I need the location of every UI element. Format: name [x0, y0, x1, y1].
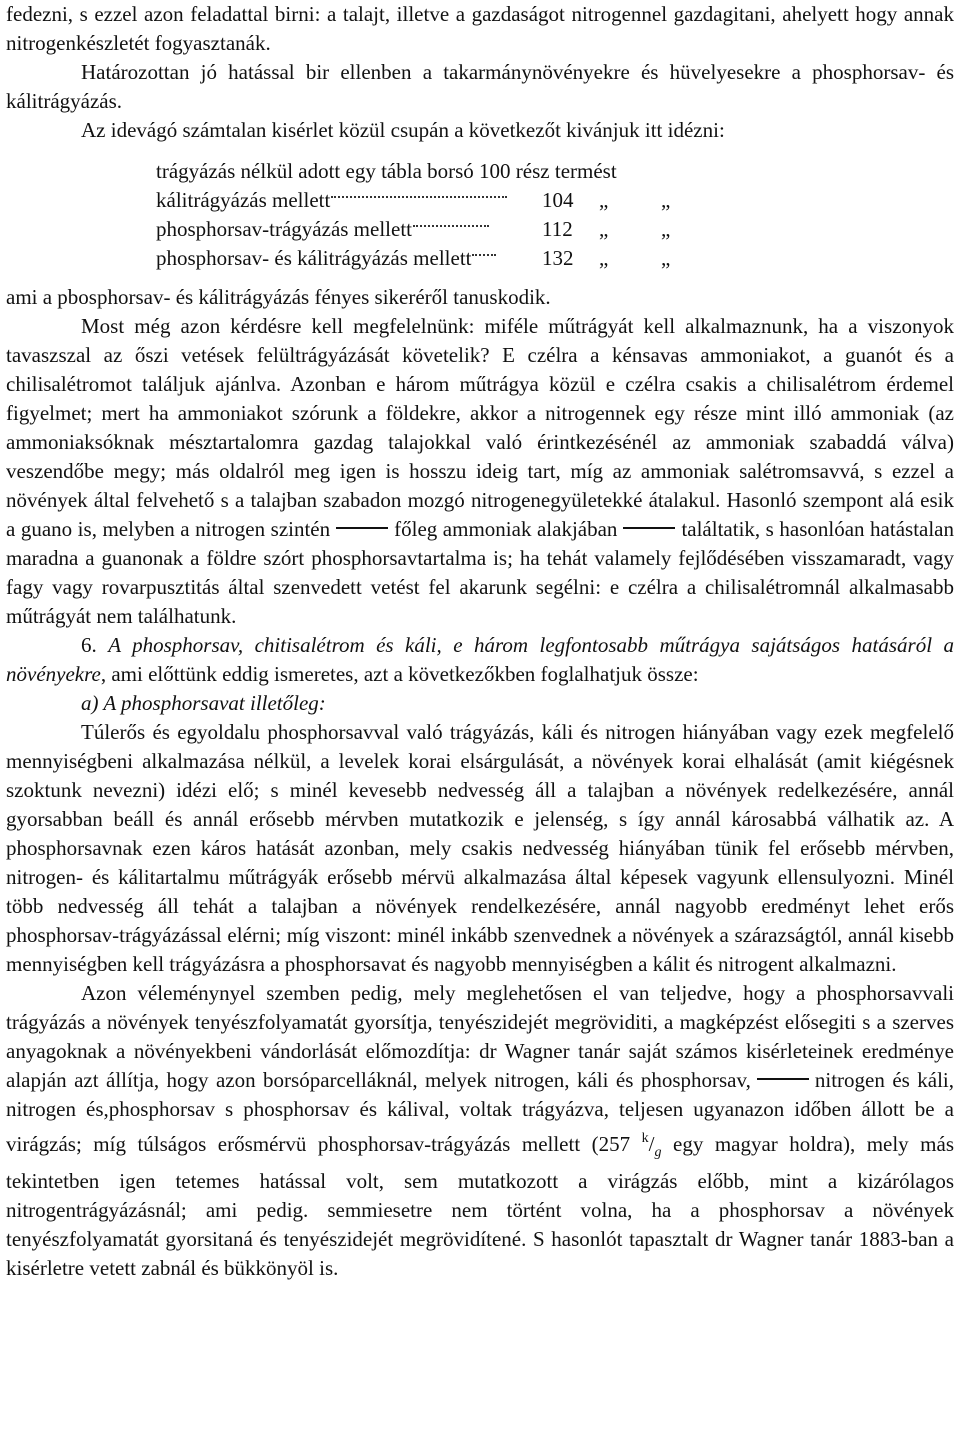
paragraph-tuleros: Túlerős és egyoldalu phosphorsavval való trágyázás, káli és nitrogen hiányában vagy ezek megfelelő mennyiségbeni alkalmazása nélkül, a levelek korai elsárgulását, a növények korai elhalását (amit kiégésnek szoktunk nevezni) idézi elő; s minél kevesebb nedvesség áll a talajban a növények redelkezésére, annál gyorsabban beáll és annál erősebb mérvben mutatkozik e jelenség, s így annál károsabbá válhatik az. A phosphorsavnak ezen káros hatását azonban, mely csakis nedvesség hiányában tünik fel erősebb mérvben, nitrogen- és kálitartalmu műtrágyák erősebb mérvü alkalmazása által képesek vagyunk ellensulyozni. Minél több nedvesség áll tehát a talajban a növények rendelkezésére, annál nagyobb eredményt lehet erős phosphorsav-trágyázással elérni; míg viszont: minél inkább szenvednek a növények a szárazságtól, annál kisebb mennyiségben kell trágyázásra a phosphorsavat és nagyobb mennyiségben a kálit és nitrogent alkalmazni.	[6, 720, 954, 976]
yield-row-kali	[156, 186, 954, 215]
yield-value: 104	[542, 188, 574, 212]
yield-row-label: phosphorsav-trágyázás mellett	[156, 217, 412, 241]
paragraph-most	[6, 312, 954, 631]
section-6-rest: , ami előttünk eddig ismeretes, azt a következőkben foglalhatjuk össze:	[100, 662, 699, 686]
em-dash	[623, 527, 675, 529]
paragraph-most-mid: főleg ammoniak alakjában	[394, 517, 618, 541]
paragraph-idevago: Az idevágó számtalan kisérlet közül csupán a következőt kivánjuk itt idézni:	[81, 118, 725, 142]
paragraph-azon-part2: nitrogen és káli, nitrogen és,phosphorsav s phosphorsav és kálival, voltak trágyázva, teljesen ugyanazon időben állott be a virágzás; míg túlságos erősmérvü phosphorsav-trágyázás mellett (257	[6, 1068, 955, 1156]
em-dash	[757, 1078, 809, 1080]
paragraph-most-text: Most még azon kérdésre kell megfelelnünk: miféle műtrágyát kell alkalmaznunk, ha a viszonyok tavaszszal az őszi vetések felültrágyázását követelik? E czélra a kénsavas ammoniakot, a guanót és a chilisalétromot találjuk ajánlva. Azonban e három műtrágya közül e czélra csakis a chilisalétrom érdemel figyelmet; mert ha ammoniakot szórunk a földekre, akkor a nitrogennek egy része mint illó ammoniak (az ammoniaksóknak mésztartalomra gazdag talajokkal való érintkezésénél az ammoniak szabaddá válva) veszendőbe megy; más oldalról meg igen is hosszu ideig tart, míg az ammoniak salétromsavvá, s ezzel a növények által felvehető s a talajban szabadon mozgó nitrogenegyületekké átalakul. Hasonló szempont alá esik a guano is, melyben a nitrogen szintén	[6, 314, 954, 541]
yield-row-label: kálitrágyázás mellett	[156, 188, 331, 212]
paragraph-intro: fedezni, s ezzel azon feladattal birni: a talajt, illetve a gazdaságot nitrogennel gazdagitani, ahelyett hogy annak nitrogenkészletét fogyasztanák.	[6, 2, 954, 55]
em-dash	[336, 527, 388, 529]
dot-leader	[472, 253, 496, 256]
ditto-mark: „	[661, 217, 671, 241]
yield-row-phosphorsav	[156, 215, 954, 244]
subsection-title: a) A phosphorsavat illetőleg:	[81, 691, 326, 715]
paragraph-azon-part1: Azon véleménynyel szemben pedig, mely meglehetősen el van teljedve, hogy a phosphorsavvali trágyázás a növények tenyészfolyamatát gyorsítja, tenyészidejét megröviditi, a magképzést elősegiti s a szerves anyagoknak a növényekbeni vándorlását előmozdítja: dr Wagner tanár saját számos kisérleteinek eredménye alapján azt állítja, hogy azon borsóparcelláknál, melyek nitrogen, káli és phosphorsav,	[6, 981, 954, 1092]
paragraph-azon	[6, 979, 954, 1283]
paragraph-most-end: találtatik, s hasonlóan hatástalan maradna a guanonak a földre szórt phosphorsavtartalma is; ha tehát valamely fejlődésében visszamaradt, vagy fagy vagy rovarpusztitás által szenvedett vetést fel akarunk segélni: e czélra a chilisalétromnál alkalmasabb műtrágyát nem találhatunk.	[6, 517, 955, 628]
ditto-mark: „	[661, 246, 671, 270]
dot-leader	[413, 224, 489, 227]
document-page	[6, 0, 954, 1283]
yield-row-label: phosphorsav- és kálitrágyázás mellett	[156, 246, 472, 270]
paragraph-section-6	[6, 631, 954, 689]
paragraph-hatarozottan: Határozottan jó hatással bir ellenben a takarmánynövényekre és hüvelyesekre a phosphorsav- és kálitrágyázás.	[6, 60, 954, 113]
yield-table	[156, 157, 954, 273]
fraction-denominator: g	[654, 1145, 662, 1160]
section-number: 6.	[81, 633, 97, 657]
ditto-mark: „	[599, 188, 609, 212]
section-title: A phosphorsav, chitisalétrom és káli, e három legfontosabb műtrágya sajátságos hatásáról a növényekre	[6, 633, 954, 686]
ditto-mark: „	[599, 217, 609, 241]
ditto-mark: „	[599, 246, 609, 270]
ditto-mark: „	[661, 188, 671, 212]
yield-row-both	[156, 244, 954, 273]
fraction-numerator: k	[641, 1131, 649, 1146]
yield-value: 112	[542, 217, 573, 241]
fraction-separator: /	[648, 1132, 655, 1156]
paragraph-ami: ami a pbosphorsav- és kálitrágyázás fényes sikeréről tanuskodik.	[6, 285, 551, 309]
dot-leader	[331, 195, 507, 198]
yield-row-label: trágyázás nélkül adott egy tábla borsó 100 rész termést	[156, 159, 617, 183]
paragraph-azon-part3: egy magyar holdra), mely más tekintetben igen tetemes hatással volt, sem mutatkozott a virágzás előbb, mint a kizárólagos nitrogentrágyázásnál; ami pedig. semmiesetre nem történt volna, ha a phosphorsav a növények tenyészfolyamatát gyorsitaná és tenyészidejét megrövidítené. S hasonlót tapasztalt dr Wagner tanár 1883-ban a kisérletre vetett zabnál és bükkönyöl is.	[6, 1132, 955, 1280]
yield-value: 132	[542, 246, 574, 270]
yield-row-control	[156, 157, 954, 186]
subsection-heading	[6, 689, 954, 718]
